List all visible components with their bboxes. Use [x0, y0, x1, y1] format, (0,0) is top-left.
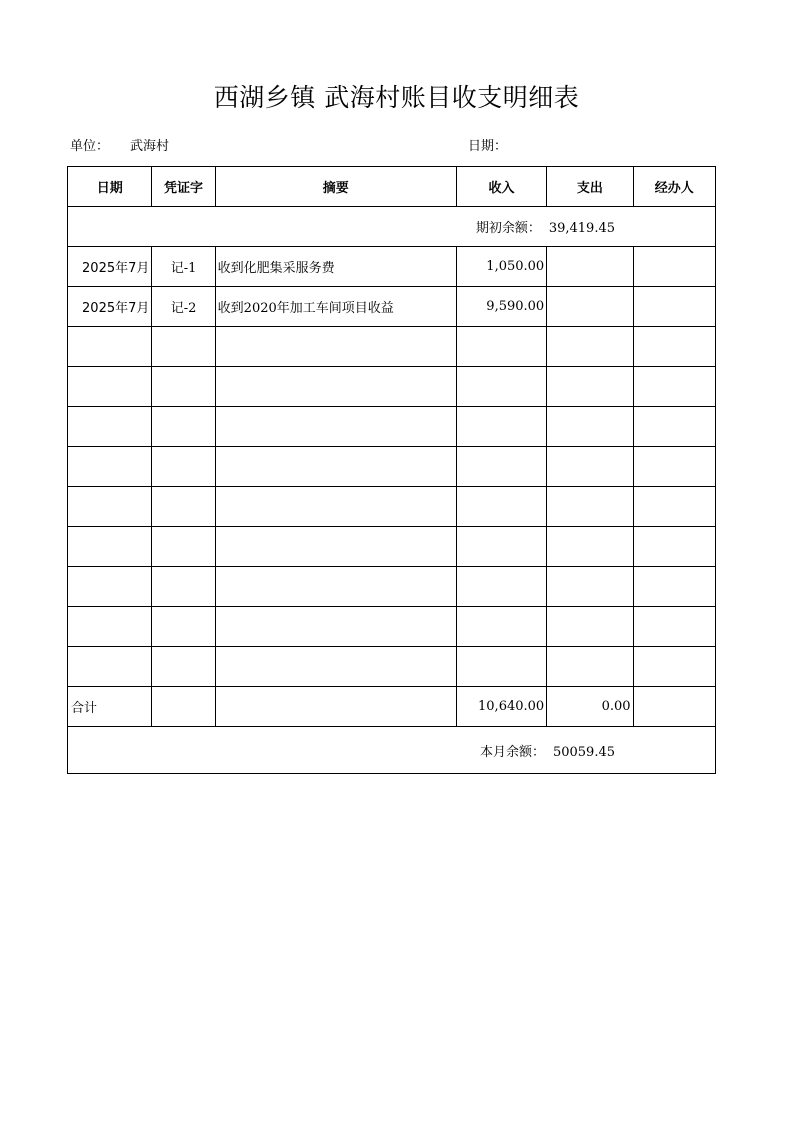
- cell-handler: [633, 247, 715, 287]
- cell-voucher: [152, 367, 215, 407]
- cell-handler: [633, 447, 715, 487]
- cell-voucher: 记-2: [152, 287, 215, 327]
- cell-date: 2025年7月: [68, 287, 152, 327]
- cell-income: [456, 607, 546, 647]
- cell-handler: [633, 607, 715, 647]
- closing-balance-cell: [68, 727, 716, 774]
- opening-balance-label: 期初余额：: [475, 221, 541, 236]
- cell-voucher: [152, 487, 215, 527]
- closing-balance-value: 50059.45: [552, 744, 615, 760]
- total-handler-cell: [633, 687, 715, 727]
- total-summary-cell: [215, 687, 456, 727]
- cell-expense: [547, 447, 633, 487]
- cell-voucher: [152, 607, 215, 647]
- cell-voucher: [152, 407, 215, 447]
- cell-expense: [547, 647, 633, 687]
- cell-voucher: [152, 447, 215, 487]
- cell-summary: [215, 567, 456, 607]
- table-row: [68, 327, 716, 367]
- cell-handler: [633, 327, 715, 367]
- cell-voucher: [152, 647, 215, 687]
- cell-expense: [547, 407, 633, 447]
- closing-balance-row: [68, 727, 716, 774]
- cell-date: [68, 567, 152, 607]
- cell-expense: [547, 487, 633, 527]
- header-date: 日期: [68, 167, 152, 207]
- page-title: 西湖乡镇 武海村账目收支明细表: [213, 83, 580, 112]
- cell-handler: [633, 487, 715, 527]
- cell-date: 2025年7月: [68, 247, 152, 287]
- cell-voucher: [152, 527, 215, 567]
- cell-summary: [215, 367, 456, 407]
- table-row: [68, 247, 716, 287]
- total-row: [68, 687, 716, 727]
- total-income: 10,640.00: [456, 687, 546, 727]
- header-summary: 摘要: [215, 167, 456, 207]
- cell-summary: [215, 487, 456, 527]
- opening-balance-cell: [68, 207, 716, 247]
- cell-handler: [633, 527, 715, 567]
- cell-date: [68, 327, 152, 367]
- cell-income: [456, 647, 546, 687]
- table-row: [68, 567, 716, 607]
- header-row: [68, 167, 716, 207]
- table-row: [68, 527, 716, 567]
- cell-date: [68, 487, 152, 527]
- cell-summary: 收到2020年加工车间项目收益: [215, 287, 456, 327]
- cell-expense: [547, 247, 633, 287]
- cell-date: [68, 367, 152, 407]
- cell-voucher: [152, 327, 215, 367]
- cell-summary: [215, 527, 456, 567]
- opening-balance-value: 39,419.45: [548, 221, 615, 236]
- cell-handler: [633, 647, 715, 687]
- cell-date: [68, 407, 152, 447]
- table-row: [68, 367, 716, 407]
- cell-income: [456, 327, 546, 367]
- total-expense: 0.00: [547, 687, 633, 727]
- header-income: 收入: [456, 167, 546, 207]
- table-row: [68, 407, 716, 447]
- cell-date: [68, 447, 152, 487]
- cell-date: [68, 607, 152, 647]
- cell-expense: [547, 607, 633, 647]
- unit-value: 武海村: [130, 139, 170, 154]
- header-handler: 经办人: [633, 167, 715, 207]
- cell-expense: [547, 287, 633, 327]
- header-expense: 支出: [547, 167, 633, 207]
- cell-handler: [633, 567, 715, 607]
- date-label: 日期：: [468, 139, 508, 154]
- cell-summary: [215, 407, 456, 447]
- cell-expense: [547, 367, 633, 407]
- opening-balance-row: [68, 207, 716, 247]
- table-row: [68, 487, 716, 527]
- cell-income: [456, 527, 546, 567]
- table-row: [68, 287, 716, 327]
- cell-summary: [215, 447, 456, 487]
- cell-summary: [215, 647, 456, 687]
- cell-handler: [633, 287, 715, 327]
- cell-income: [456, 447, 546, 487]
- cell-handler: [633, 407, 715, 447]
- table-row: [68, 607, 716, 647]
- cell-date: [68, 527, 152, 567]
- table-row: [68, 447, 716, 487]
- cell-summary: [215, 607, 456, 647]
- cell-income: [456, 567, 546, 607]
- cell-date: [68, 647, 152, 687]
- total-label: 合计: [68, 687, 152, 727]
- total-voucher-cell: [152, 687, 215, 727]
- cell-summary: 收到化肥集采服务费: [215, 247, 456, 287]
- cell-expense: [547, 527, 633, 567]
- cell-income: 9,590.00: [456, 287, 546, 327]
- cell-expense: [547, 327, 633, 367]
- cell-income: 1,050.00: [456, 247, 546, 287]
- cell-income: [456, 367, 546, 407]
- cell-handler: [633, 367, 715, 407]
- cell-income: [456, 407, 546, 447]
- ledger-table: [67, 166, 716, 774]
- closing-balance-label: 本月余额：: [479, 744, 545, 760]
- cell-voucher: 记-1: [152, 247, 215, 287]
- cell-expense: [547, 567, 633, 607]
- cell-voucher: [152, 567, 215, 607]
- unit-label: 单位：: [70, 139, 110, 154]
- cell-summary: [215, 327, 456, 367]
- table-row: [68, 647, 716, 687]
- cell-income: [456, 487, 546, 527]
- header-voucher: 凭证字: [152, 167, 215, 207]
